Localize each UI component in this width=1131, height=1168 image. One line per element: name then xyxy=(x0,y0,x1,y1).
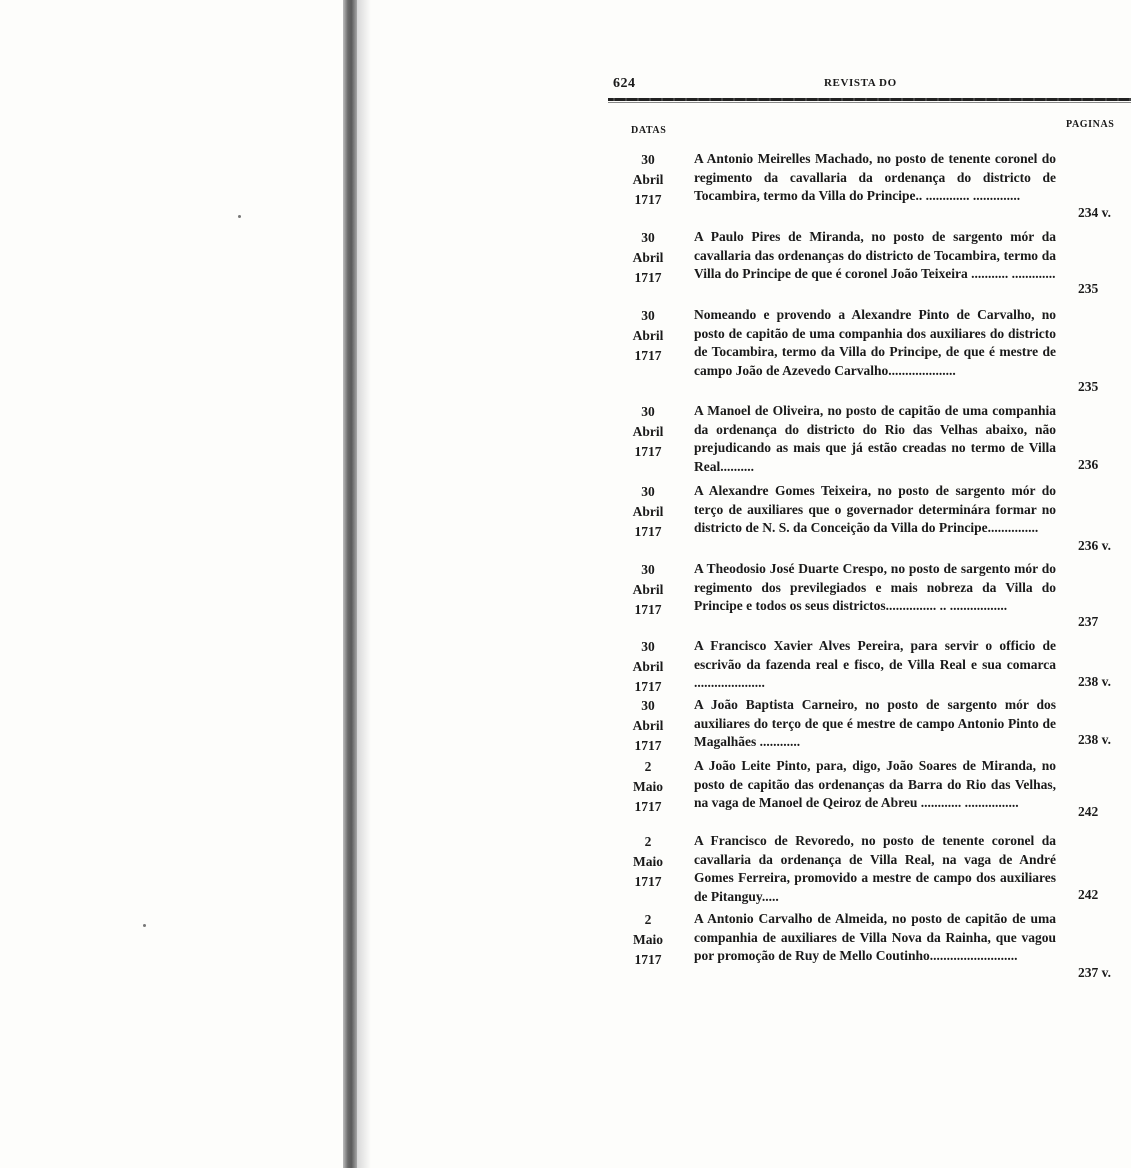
entry-date xyxy=(620,150,676,210)
entry-text: A Alexandre Gomes Teixeira, no posto de sargento mór do terço de auxiliares que o governador determinára formar no districto de N. S. da Conceição da Villa do Principe............... xyxy=(694,483,1056,536)
entry-day: 2 xyxy=(644,912,652,927)
entry-date xyxy=(620,560,676,620)
entry-month: Abril xyxy=(632,424,664,439)
entry-day: 30 xyxy=(641,308,655,323)
entry-month: Maio xyxy=(633,932,663,947)
book-gutter-fade xyxy=(357,0,371,1168)
entry-date xyxy=(620,306,676,366)
entry-month: Abril xyxy=(632,582,664,597)
entry-date xyxy=(620,402,676,462)
entry-text: A Antonio Carvalho de Almeida, no posto de capitão de uma companhia de auxiliares de Villa Nova da Rainha, que vagou por promoção de Ruy de Mello Coutinho.......................... xyxy=(694,911,1056,964)
entry-month: Maio xyxy=(633,779,663,794)
entry-year: 1717 xyxy=(634,874,662,889)
entry-year: 1717 xyxy=(634,952,662,967)
entry-page-reference: 236 xyxy=(1078,457,1099,472)
paper-speck xyxy=(238,215,241,218)
entry-date xyxy=(620,696,676,756)
entry-month: Abril xyxy=(632,504,664,519)
entry-day: 30 xyxy=(641,152,655,167)
entry-date xyxy=(620,482,676,542)
entry-year: 1717 xyxy=(634,799,662,814)
entry-page-reference: 236 v. xyxy=(1078,538,1112,553)
page-number: 624 xyxy=(613,76,636,91)
entry-month: Abril xyxy=(632,328,664,343)
header-rule xyxy=(608,98,1131,101)
entry-year: 1717 xyxy=(634,602,662,617)
entry-page-reference: 235 xyxy=(1078,281,1099,296)
entry-month: Abril xyxy=(632,250,664,265)
column-header-dates: DATAS xyxy=(631,125,667,136)
entry-text: A Francisco Xavier Alves Pereira, para servir o officio de escrivão da fazenda real e fisco, de Villa Real e sua comarca ..................... xyxy=(694,638,1056,691)
entry-day: 30 xyxy=(641,639,655,654)
entry-year: 1717 xyxy=(634,192,662,207)
entry-month: Maio xyxy=(633,854,663,869)
entry-text: A Manoel de Oliveira, no posto de capitão de uma companhia da ordenança do districto do Rio das Velhas abaixo, não prejudicando as mais que já estão creadas no termo de Villa Real.......... xyxy=(694,403,1056,474)
entry-date xyxy=(620,832,676,892)
entry-year: 1717 xyxy=(634,524,662,539)
book-gutter-shadow xyxy=(343,0,357,1168)
entry-date xyxy=(620,228,676,288)
document-page xyxy=(600,60,1131,1160)
entry-text: A Francisco de Revoredo, no posto de tenente coronel da cavallaria da ordenança de Villa Real, na vaga de André Gomes Ferreira, promovido a mestre de campo dos auxiliares de Pitanguy..... xyxy=(694,833,1056,904)
entry-day: 30 xyxy=(641,562,655,577)
entry-date xyxy=(620,910,676,970)
entry-text: A João Leite Pinto, para, digo, João Soares de Miranda, no posto de capitão das ordenanças da Barra do Rio das Velhas, na vaga de Manoel de Qeiroz de Abreu ............ ................ xyxy=(694,758,1056,811)
entry-year: 1717 xyxy=(634,348,662,363)
entry-page-reference: 234 v. xyxy=(1078,205,1112,220)
entry-day: 30 xyxy=(641,404,655,419)
entry-page-reference: 237 xyxy=(1078,614,1099,629)
entry-page-reference: 242 xyxy=(1078,804,1099,819)
entry-text: A João Baptista Carneiro, no posto de sargento mór dos auxiliares do terço de que é mestre de campo Antonio Pinto de Magalhães ............ xyxy=(694,697,1056,750)
entry-month: Abril xyxy=(632,659,664,674)
entry-page-reference: 237 v. xyxy=(1078,965,1112,980)
column-header-pages: PAGINAS xyxy=(1066,119,1115,130)
entry-day: 30 xyxy=(641,230,655,245)
entry-day: 30 xyxy=(641,484,655,499)
entry-page-reference: 235 xyxy=(1078,379,1099,394)
entry-text: Nomeando e provendo a Alexandre Pinto de Carvalho, no posto de capitão de uma companhia dos auxiliares do districto de Tocambira, termo da Villa do Principe, de que é mestre de campo João de Azevedo Carvalho.................... xyxy=(694,307,1056,378)
entry-day: 2 xyxy=(644,834,652,849)
entry-page-reference: 242 xyxy=(1078,887,1099,902)
entry-day: 2 xyxy=(644,759,652,774)
running-title: REVISTA DO xyxy=(824,77,897,89)
entry-date xyxy=(620,757,676,817)
entry-page-reference: 238 v. xyxy=(1078,732,1112,747)
entry-year: 1717 xyxy=(634,679,662,694)
entry-month: Abril xyxy=(632,172,664,187)
entry-text: A Antonio Meirelles Machado, no posto de tenente coronel do regimento da cavallaria da ordenança do districto de Tocambira, termo da Villa do Principe.. ............. .............. xyxy=(694,151,1056,204)
paper-speck xyxy=(143,924,146,927)
entry-text: A Paulo Pires de Miranda, no posto de sargento mór da cavallaria das ordenanças do districto de Tocambira, termo da Villa do Principe de que é coronel João Teixeira ........... ............. xyxy=(694,229,1056,282)
entry-day: 30 xyxy=(641,698,655,713)
entry-text: A Theodosio José Duarte Crespo, no posto de sargento mór do regimento dos previlegiados e mais nobreza da Villa do Principe e todos os seus districtos............... .. ................. xyxy=(694,561,1056,614)
entry-month: Abril xyxy=(632,718,664,733)
header-rule-fine xyxy=(608,102,1131,103)
entry-year: 1717 xyxy=(634,270,662,285)
entry-page-reference: 238 v. xyxy=(1078,674,1112,689)
entry-year: 1717 xyxy=(634,738,662,753)
entry-date xyxy=(620,637,676,697)
entry-year: 1717 xyxy=(634,444,662,459)
